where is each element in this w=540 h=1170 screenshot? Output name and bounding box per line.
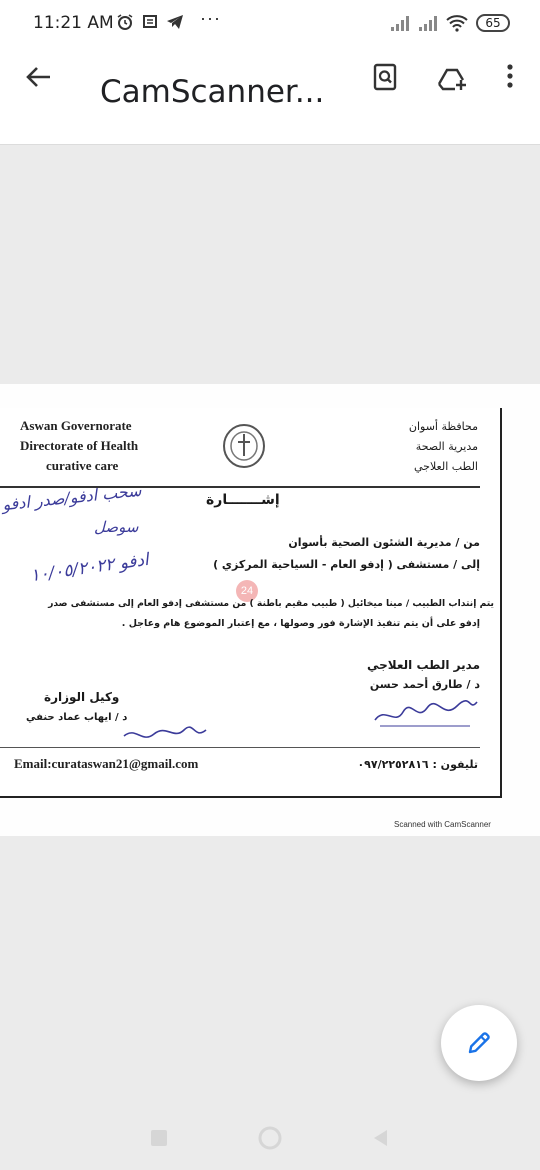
header-en-line-2: Directorate of Health xyxy=(20,438,139,453)
body-line-2: إدفو على أن يتم تنفيذ الإشارة فور وصولها ، مع إعتبار الموضوع هام وعاجل . xyxy=(121,618,480,629)
deputy-title: وكيل الوزارة xyxy=(44,690,120,704)
message-icon xyxy=(142,14,158,30)
status-system-icons xyxy=(390,14,510,32)
footer-divider xyxy=(0,747,480,748)
contact-email: Email:curataswan21@gmail.com xyxy=(14,756,199,771)
contact-phone: تليفون : ٠٩٧/٢٢٥٢٨١٦ xyxy=(357,758,478,771)
watermark-badge: 24 xyxy=(236,580,258,602)
add-to-drive-button[interactable] xyxy=(435,60,469,94)
app-bar xyxy=(0,50,540,145)
status-notification-icons xyxy=(116,13,184,31)
signal-2-icon xyxy=(418,15,438,31)
pencil-icon xyxy=(465,1029,493,1057)
ministry-seal-icon xyxy=(220,420,268,470)
search-document-icon xyxy=(368,60,402,94)
home-button[interactable] xyxy=(257,1125,283,1151)
deputy-name: د / ايهاب عماد حنفي xyxy=(26,712,128,723)
director-signature-icon xyxy=(370,690,480,730)
camscanner-caption: Scanned with CamScanner xyxy=(394,820,491,829)
director-title: مدير الطب العلاجي xyxy=(367,658,480,672)
alarm-icon xyxy=(116,13,134,31)
director-name: د / طارق أحمد حسن xyxy=(369,678,480,691)
header-en-line-1: Aswan Governorate xyxy=(20,418,132,433)
page-title: CamScanner... xyxy=(100,74,325,110)
triangle-back-icon xyxy=(370,1127,392,1149)
signal-1-icon xyxy=(390,15,410,31)
body-line-1: يتم إنتداب الطبيب / مينا ميخائيل ( طبيب مقيم باطنة ) من مستشفى إدفو العام إلى مستشفى صدر xyxy=(48,598,494,609)
to-line: إلى / مستشفى ( إدفو العام - السياحية المركزي ) xyxy=(213,558,480,571)
telegram-icon xyxy=(166,14,184,30)
header-en-line-3: curative care xyxy=(46,458,119,473)
scanned-document xyxy=(0,408,502,798)
more-vert-icon xyxy=(493,60,527,94)
deputy-signature-icon xyxy=(120,716,210,748)
search-document-button[interactable] xyxy=(368,60,402,94)
battery-indicator: 65 xyxy=(476,14,510,32)
recents-button[interactable] xyxy=(148,1127,170,1149)
from-line: من / مديرية الشئون الصحية بأسوان xyxy=(288,536,480,549)
more-options-button[interactable] xyxy=(493,60,527,94)
handwritten-note-1: سحب ادفو/صدر ادفو xyxy=(1,480,143,515)
back-button[interactable] xyxy=(22,60,56,94)
back-nav-button[interactable] xyxy=(370,1127,392,1149)
square-icon xyxy=(148,1127,170,1149)
document-page[interactable] xyxy=(0,384,540,836)
header-ar-line-3: الطب العلاجي xyxy=(414,460,478,473)
arrow-back-icon xyxy=(22,60,56,94)
edit-fab-button[interactable] xyxy=(441,1005,517,1081)
circle-icon xyxy=(257,1125,283,1151)
header-ar-line-2: مديرية الصحة xyxy=(415,440,478,453)
add-to-drive-icon xyxy=(435,60,469,94)
header-ar-line-1: محافظة أسوان xyxy=(408,420,478,433)
status-time: 11:21 AM xyxy=(33,13,114,33)
status-bar xyxy=(0,0,540,50)
handwritten-note-3: ادفو ١٠/٠٥/٢٠٢٢ xyxy=(29,549,150,587)
status-overflow-dots: ··· xyxy=(200,8,221,28)
system-navigation-bar xyxy=(0,1105,540,1170)
document-subject: إشـــــــارة xyxy=(206,492,280,508)
wifi-icon xyxy=(446,14,468,32)
handwritten-note-2: سوصل xyxy=(94,518,139,536)
